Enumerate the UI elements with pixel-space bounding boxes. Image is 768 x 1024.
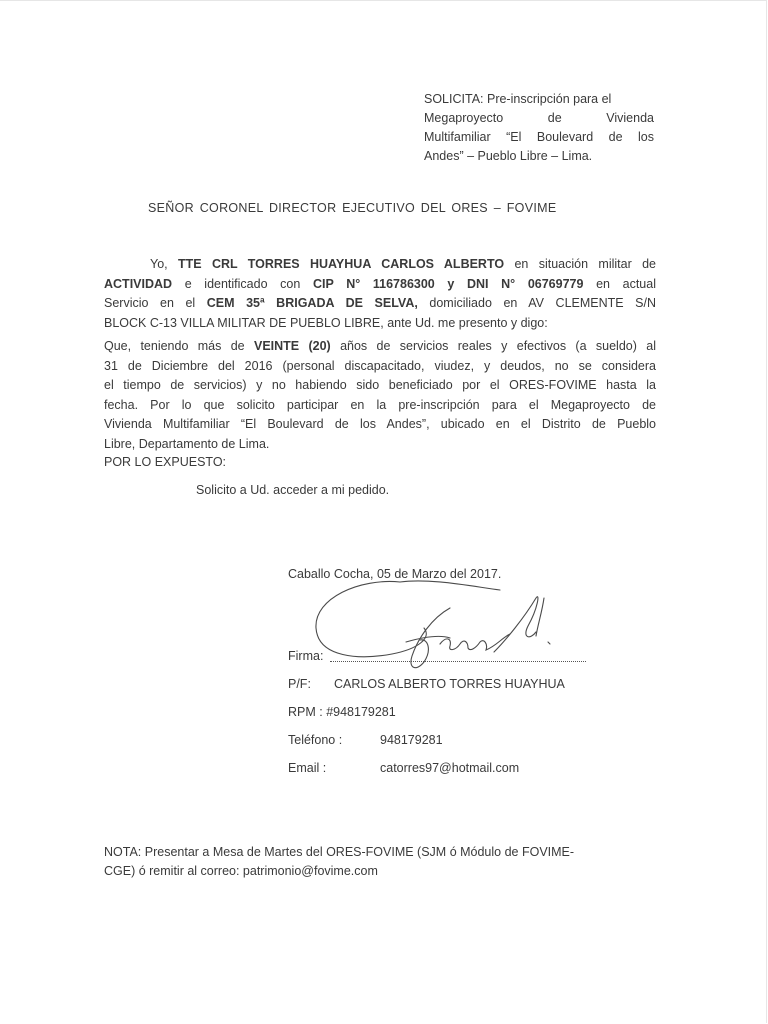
intro-text: Servicio en el — [104, 296, 207, 310]
request-line-2: 31 de Diciembre del 2016 (personal discapacitado, viudez, y deudos, no se considera — [104, 358, 656, 373]
intro-text: domiciliado en AV CLEMENTE S/N — [417, 296, 656, 310]
email-value: catorres97@hotmail.com — [380, 761, 520, 775]
addressee-heading: SEÑOR CORONEL DIRECTOR EJECUTIVO DEL ORES – FOVIME — [148, 201, 557, 215]
pf-label: P/F: — [288, 677, 311, 691]
intro-text: en actual — [583, 276, 656, 291]
service-years: VEINTE (20) — [253, 339, 331, 353]
intro-text: e identificado con — [172, 276, 313, 291]
intro-line-1 — [104, 255, 656, 275]
telefono-label: Teléfono : — [288, 733, 343, 747]
email-label: Email : — [288, 761, 327, 775]
subject-line-3: Multifamiliar “El Boulevard de los — [424, 130, 654, 144]
request-line-5: Vivienda Multifamiliar “El Boulevard de los Andes”, ubicado en el Distrito de Pueblo — [104, 417, 656, 431]
intro-line-2 — [104, 275, 656, 295]
request-line-4: fecha. Por lo que solicito participar en la pre-inscripción para el Megaproyecto de — [104, 397, 656, 412]
subject-block — [424, 90, 654, 166]
por-lo-expuesto: POR LO EXPUESTO: — [104, 455, 227, 469]
id-numbers: CIP N° 116786300 y DNI N° 06769779 — [312, 276, 584, 291]
telefono-value: 948179281 — [380, 733, 443, 747]
place-date: Caballo Cocha, 05 de Marzo del 2017. — [288, 567, 502, 581]
nota-line-1: NOTA: Presentar a Mesa de Martes del ORES-FOVIME (SJM ó Módulo de FOVIME- — [104, 845, 575, 859]
intro-text: en situación militar de — [504, 257, 656, 271]
subject-line-1: SOLICITA: Pre-inscripción para el — [424, 92, 612, 106]
intro-text: Yo, — [150, 257, 178, 271]
unit-name: CEM 35ª BRIGADA DE SELVA, — [206, 296, 418, 310]
request-paragraph — [104, 337, 656, 454]
request-text: años de servicios reales y efectivos (a sueldo) al — [330, 339, 656, 353]
intro-line-3 — [104, 294, 656, 314]
intro-line-4: BLOCK C-13 VILLA MILITAR DE PUEBLO LIBRE, ante Ud. me presento y digo: — [104, 315, 548, 330]
firma-label: Firma: — [288, 649, 324, 663]
signature-line — [330, 661, 586, 662]
rpm-field: RPM : #948179281 — [288, 705, 396, 719]
applicant-name: TTE CRL TORRES HUAYHUA CARLOS ALBERTO — [177, 257, 505, 271]
request-line-1 — [104, 337, 656, 357]
pf-name: CARLOS ALBERTO TORRES HUAYHUA — [334, 677, 565, 691]
request-line-3: el tiempo de servicios) y no habiendo sido beneficiado por el ORES-FOVIME hasta la — [104, 378, 656, 392]
military-status: ACTIVIDAD — [104, 276, 173, 291]
nota-line-2: CGE) ó remitir al correo: patrimonio@fovime.com — [104, 864, 378, 878]
request-line-6: Libre, Departamento de Lima. — [104, 436, 270, 451]
request-text: Que, teniendo más de — [104, 339, 254, 353]
intro-paragraph — [104, 255, 656, 333]
subject-line-2: Megaproyecto de Vivienda — [424, 111, 654, 125]
subject-line-4: Andes” – Pueblo Libre – Lima. — [424, 149, 593, 163]
nota-block — [104, 843, 644, 881]
closing-request: Solicito a Ud. acceder a mi pedido. — [196, 483, 390, 497]
